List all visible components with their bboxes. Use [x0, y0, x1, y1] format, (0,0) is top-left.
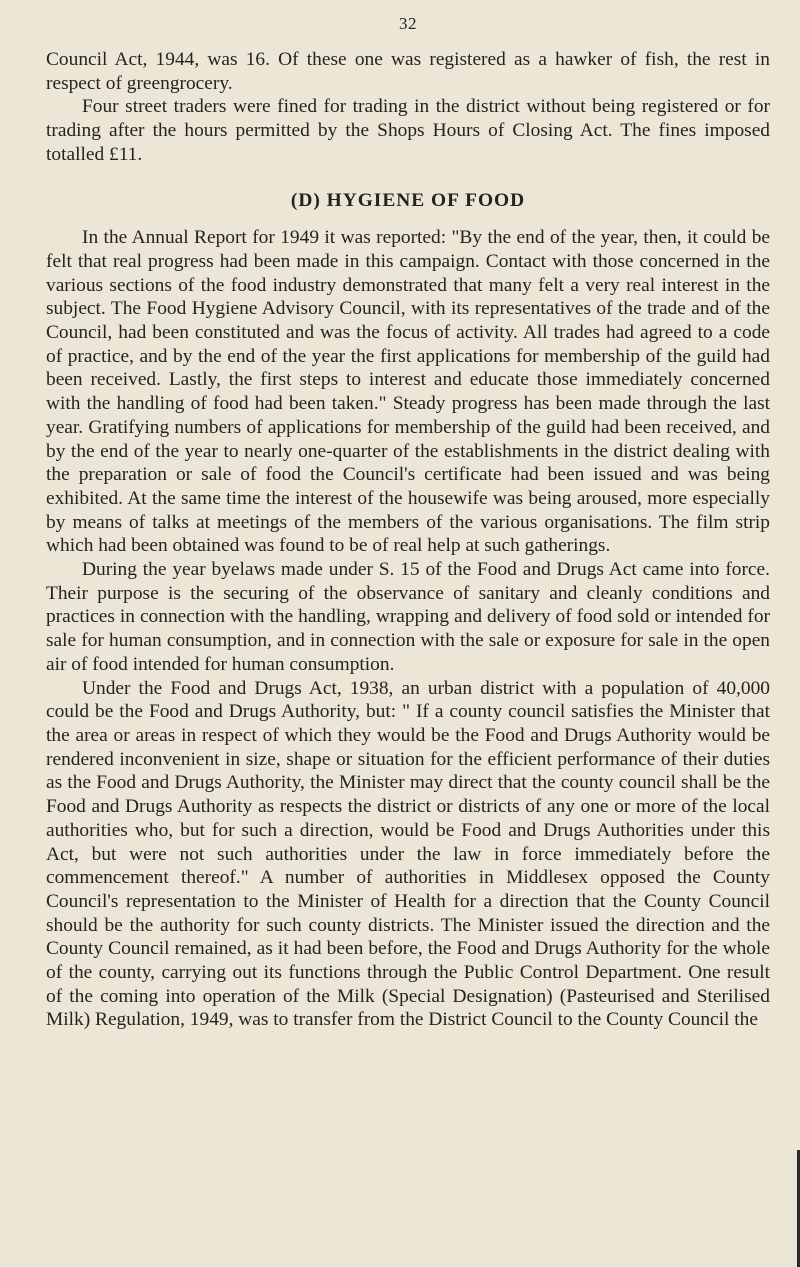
section-heading: (D) HYGIENE OF FOOD: [290, 189, 526, 211]
paragraph-byelaws: During the year byelaws made under S. 15 of the Food and Drugs Act came into force. Their purpose is the securing of the observance of sanitary and cleanly conditions and practices in connection with the handling, wrapping and delivery of food sold or intended for sale for human consumption, and in connection with the sale or exposure for sale in the open air of food intended for human consumption.: [46, 559, 770, 675]
paragraph-food-drugs-act: Under the Food and Drugs Act, 1938, an urban district with a population of 40,000 could be the Food and Drugs Authority, but: " If a county council satisfies the Minister that the area or areas in respect of which they would be the Food and Drugs Authority would be rendered inconvenient in size, shape or situation for the efficient performance of their duties as the Food and Drugs Authority, the Minister may direct that the county council shall be the Food and Drugs Authority as respects the district or districts of any one or more of the local authorities who, but for such a direction, would be Food and Drugs Authorities under this Act, but were not such authorities under the law in force immediately before the commencement thereof." A number of authorities in Middlesex opposed the County Council's representation to the Minister of Health for a direction that the County Council should be the authority for such county districts. The Minister issued the direction and the County Council remained, as it had been before, the Food and Drugs Authority for the whole of the county, carrying out its functions through the Public Control Department. One result of the coming into operation of the Milk (Special Designation) (Pasteurised and Sterilised Milk) Regulation, 1949, was to transfer from the District Council to the County Council the: [46, 677, 770, 1031]
page-number: 32: [399, 14, 417, 33]
document-page: [46, 14, 770, 1032]
paragraph-street-traders: Four street traders were fined for trading in the district without being registered or for trading after the hours permitted by the Shops Hours of Closing Act. The fines imposed totalled £11.: [46, 96, 770, 165]
paragraph-continuation: Council Act, 1944, was 16. Of these one was registered as a hawker of fish, the rest in respect of greengrocery.: [46, 49, 770, 94]
paragraph-annual-report: In the Annual Report for 1949 it was reported: "By the end of the year, then, it could be felt that real progress had been made in this campaign. Contact with those concerned in the various sections of the food industry demonstrated that many felt a very real interest in the subject. The Food Hygiene Advisory Council, with its representatives of the trade and of the Council, had been constituted and was the focus of activity. All trades had agreed to a code of practice, and by the end of the year the first applications for membership of the guild had been received. Lastly, the first steps to interest and educate those immediately concerned with the handling of food had been taken." Steady progress has been made through the last year. Gratifying numbers of applications for membership of the guild had been received, and by the end of the year to nearly one-quarter of the establishments in the district dealing with the preparation or sale of food the Council's certificate had been issued and was being exhibited. At the same time the interest of the housewife was being aroused, more especially by means of talks at meetings of the members of the various organisations. The film strip which had been obtained was found to be of real help at such gatherings.: [46, 227, 770, 557]
